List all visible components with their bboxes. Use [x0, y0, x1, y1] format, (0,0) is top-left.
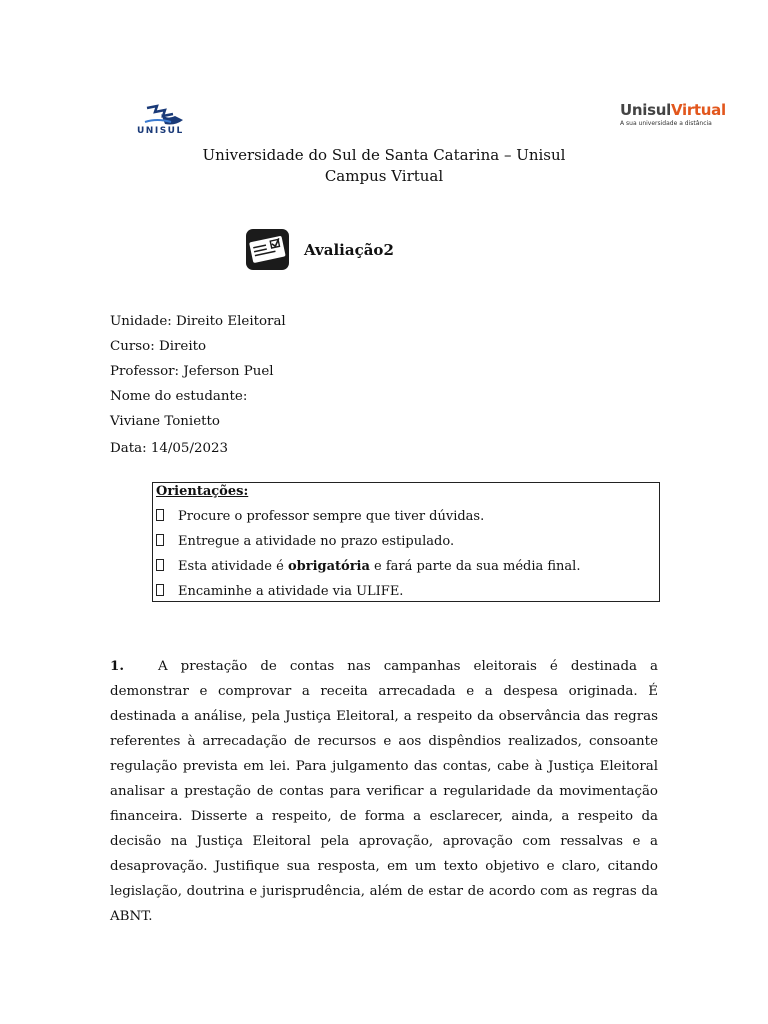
question-1 [110, 654, 658, 929]
logo-tagline: A sua universidade a distância [620, 120, 712, 127]
bullet-box-icon [156, 559, 164, 571]
unit-line: Unidade: Direito Eleitoral [110, 314, 286, 329]
date-line: Data: 14/05/2023 [110, 441, 229, 456]
bullet-box-icon [156, 534, 164, 546]
logo-brand-part1: Unisul [620, 101, 671, 119]
bullet-box-icon [156, 584, 164, 596]
student-label: Nome do estudante: [110, 389, 248, 404]
university-title: Universidade do Sul de Santa Catarina – Unisul [202, 146, 566, 164]
guideline-item [156, 584, 403, 599]
professor-line: Professor: Jeferson Puel [110, 364, 274, 379]
guidelines-title: Orientações: [156, 484, 249, 499]
guideline-text: Entregue a atividade no prazo estipulado. [178, 534, 455, 549]
guideline-item [156, 559, 580, 574]
unisul-virtual-logo [620, 101, 726, 130]
guideline-item [156, 534, 454, 549]
guideline-text: Encaminhe a atividade via ULIFE. [178, 584, 404, 599]
evaluation-card-icon [245, 228, 290, 271]
question-number: 1. [110, 658, 124, 674]
guideline-text-before: Esta atividade é [178, 559, 288, 574]
campus-title: Campus Virtual [324, 167, 444, 185]
evaluation-title: Avaliação2 [304, 241, 394, 259]
guideline-text: Procure o professor sempre que tiver dúvidas. [178, 509, 485, 524]
logo-brand-part2: Virtual [670, 101, 726, 119]
unisul-logo-icon [135, 104, 193, 140]
student-name: Viviane Tonietto [110, 414, 220, 429]
guideline-text-after: e fará parte da sua média final. [369, 559, 581, 574]
bullet-box-icon [156, 509, 164, 521]
question-text: A prestação de contas nas campanhas eleitorais é destinada a demonstrar e comprovar a receita arrecadada e a despesa originada. É destinada a análise, pela Justiça Eleitoral, a respeito da observância das regras referentes à arrecadação de recursos e aos dispêndios realizados, consoante regulação prevista em lei. Para julgamento das contas, cabe à Justiça Eleitoral analisar a prestação de contas para verificar a regularidade da movimentação financeira. Disserte a respeito, de forma a esclarecer, ainda, a respeito da decisão na Justiça Eleitoral pela aprovação, aprovação com ressalvas e a desaprovação. Justifique sua resposta, em um texto objetivo e claro, citando legislação, doutrina e jurisprudência, além de estar de acordo com as regras da ABNT. [110, 659, 658, 924]
unisul-wordmark: UNISUL [137, 126, 184, 136]
guideline-item [156, 509, 484, 524]
guideline-text-bold: obrigatória [287, 559, 370, 574]
course-line: Curso: Direito [110, 339, 207, 354]
